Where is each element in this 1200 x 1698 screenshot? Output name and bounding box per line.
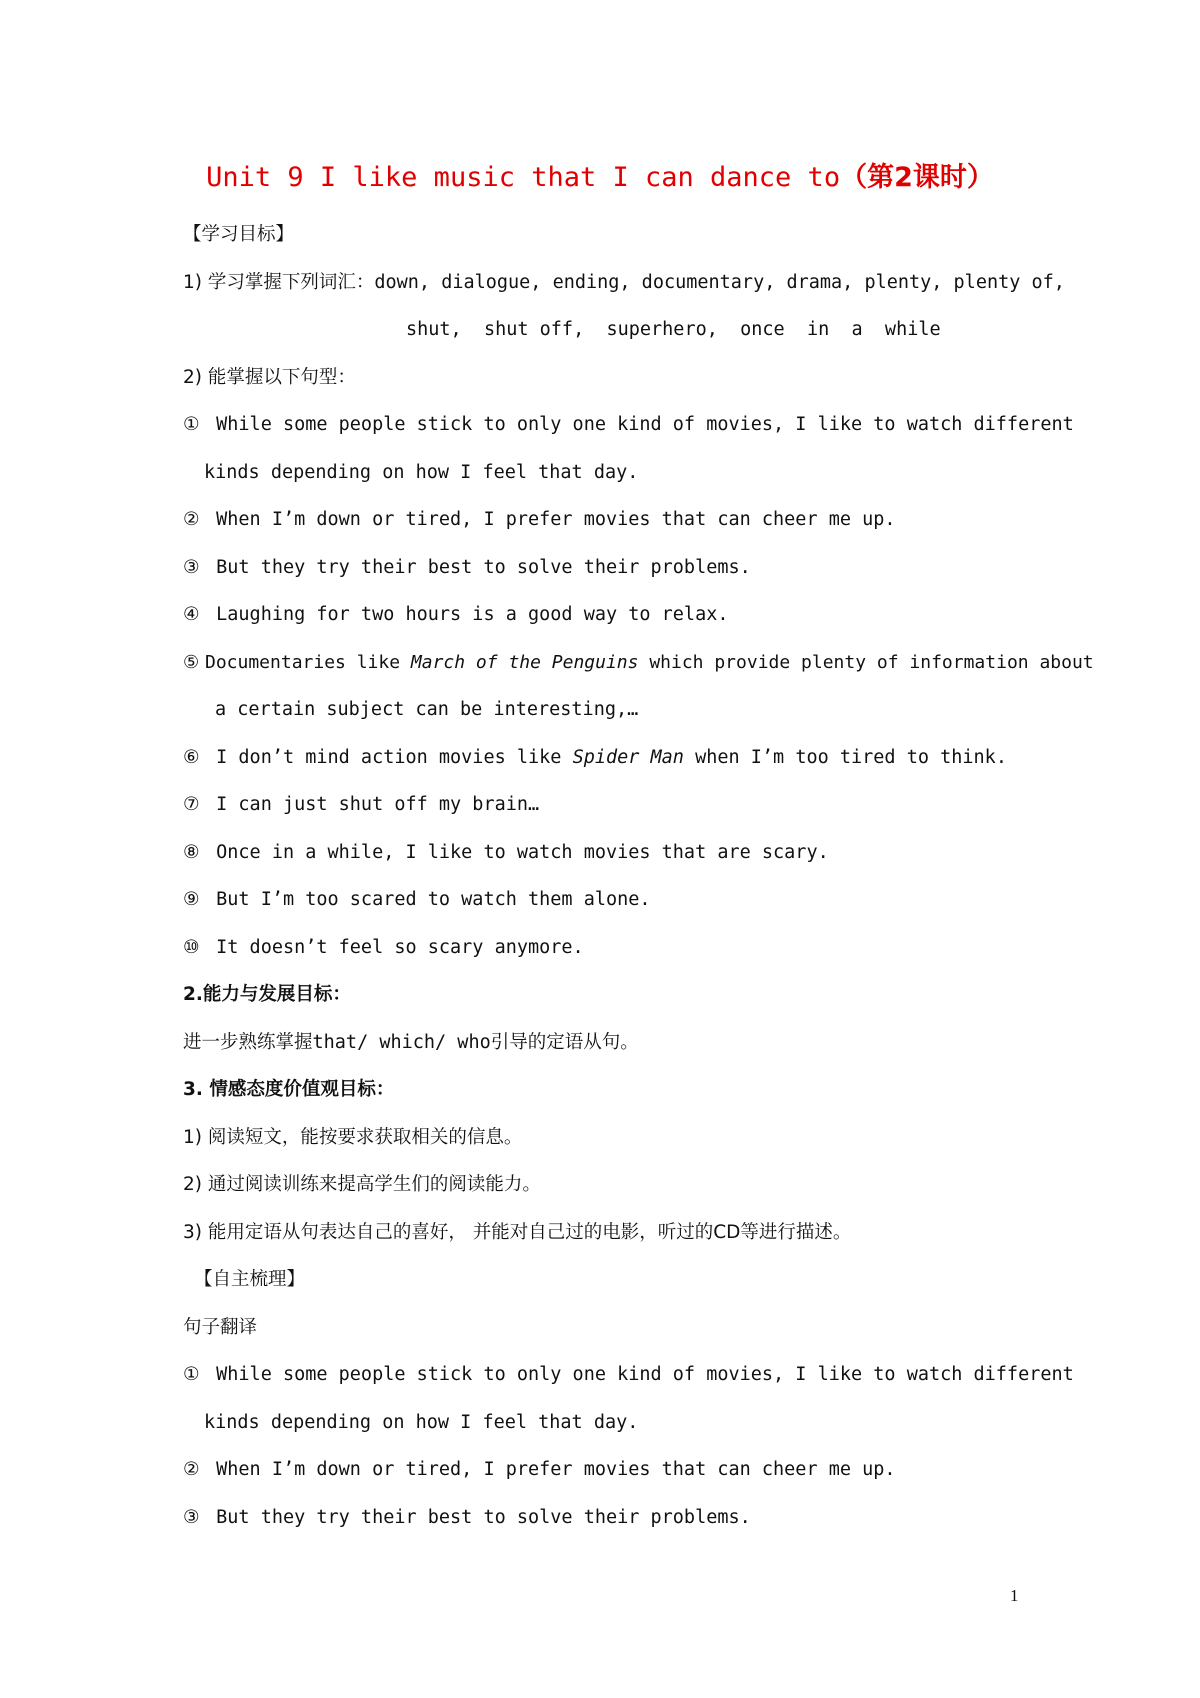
ability-text-a: 进一步熟练掌握: [183, 1032, 313, 1053]
emotion-item-2: 2) 通过阅读训练来提高学生们的阅读能力。: [183, 1174, 541, 1195]
sentence-number: ⑤: [183, 652, 200, 673]
sentence-text: It doesn’t feel so scary anymore.: [205, 937, 584, 958]
self-study-heading: 【自主梳理】: [194, 1269, 306, 1290]
page-number: 1: [1010, 1586, 1019, 1605]
patterns-label: 2) 能掌握以下句型：: [183, 367, 356, 388]
sentence-number: ①: [183, 414, 200, 435]
sentence-text-post: when I’m too tired to think.: [683, 747, 1007, 768]
translate-2: [183, 1457, 896, 1483]
goals-heading: 【学习目标】: [183, 224, 295, 245]
vocab-line-2: shut, shut off, superhero, once in a while: [406, 319, 941, 340]
page-title: [0, 160, 1200, 196]
emotion-heading: 3. 情感态度价值观目标：: [183, 1079, 395, 1100]
sentence-number: ⑧: [183, 842, 200, 863]
sentence-text: But they try their best to solve their problems.: [205, 1507, 751, 1528]
sentence-text: Laughing for two hours is a good way to relax.: [205, 604, 729, 625]
movie-title-penguins: March of the Penguins: [410, 652, 639, 673]
emotion-item-1: 1) 阅读短文，能按要求获取相关的信息。: [183, 1127, 523, 1148]
translate-label: 句子翻译: [183, 1317, 258, 1338]
sentence-number: ⑦: [183, 794, 200, 815]
sentence-9: [183, 887, 651, 913]
sentence-6: [183, 745, 1007, 771]
sentence-1a: [183, 412, 1074, 438]
translate-1b: kinds depending on how I feel that day.: [204, 1412, 639, 1433]
sentence-8: [183, 840, 829, 866]
sentence-2: [183, 507, 896, 533]
vocab-words-1: down, dialogue, ending, documentary, drama, plenty, plenty of,: [374, 272, 1065, 293]
sentence-number: ②: [183, 509, 200, 530]
sentence-number: ③: [183, 1507, 200, 1528]
ability-text-b: that/ which/ who: [312, 1032, 491, 1053]
sentence-text: While some people stick to only one kind of movies, I like to watch different: [205, 414, 1074, 435]
emotion-item-3: 3) 能用定语从句表达自己的喜好， 并能对自己过的电影，听过的CD等进行描述。: [183, 1222, 852, 1243]
sentence-1b: kinds depending on how I feel that day.: [204, 462, 639, 483]
sentence-number: ⑩: [183, 937, 200, 958]
sentence-number: ⑥: [183, 747, 200, 768]
vocab-line-1: [183, 270, 1065, 296]
sentence-10: [183, 935, 584, 961]
sentence-number: ⑨: [183, 889, 200, 910]
vocab-label: 1) 学习掌握下列词汇：: [183, 272, 375, 293]
ability-heading: 2.能力与发展目标：: [183, 984, 351, 1005]
title-lesson: （第2课时）: [840, 162, 994, 193]
sentence-text: Once in a while, I like to watch movies that are scary.: [205, 842, 829, 863]
sentence-number: ④: [183, 604, 200, 625]
sentence-text: But they try their best to solve their problems.: [205, 557, 751, 578]
sentence-text: While some people stick to only one kind of movies, I like to watch different: [205, 1364, 1074, 1385]
sentence-text: But I’m too scared to watch them alone.: [205, 889, 651, 910]
sentence-text-pre: I don’t mind action movies like: [205, 747, 573, 768]
movie-title-spider-man: Spider Man: [572, 747, 684, 768]
sentence-5b: a certain subject can be interesting,…: [215, 699, 639, 720]
sentence-text-post: which provide plenty of information about: [638, 652, 1094, 673]
sentence-4: [183, 602, 728, 628]
sentence-3: [183, 555, 751, 581]
translate-3: [183, 1505, 751, 1531]
sentence-5a: [183, 650, 1094, 676]
sentence-7: [183, 792, 539, 818]
sentence-text: When I’m down or tired, I prefer movies that can cheer me up.: [205, 1459, 896, 1480]
title-english: Unit 9 I like music that I can dance to: [206, 162, 841, 193]
translate-1a: [183, 1362, 1074, 1388]
ability-text-c: 引导的定语从句。: [490, 1032, 639, 1053]
sentence-number: ②: [183, 1459, 200, 1480]
sentence-text: I can just shut off my brain…: [205, 794, 540, 815]
ability-text: [183, 1030, 639, 1056]
sentence-text-pre: Documentaries like: [205, 652, 411, 673]
sentence-number: ③: [183, 557, 200, 578]
sentence-text: When I’m down or tired, I prefer movies that can cheer me up.: [205, 509, 896, 530]
sentence-number: ①: [183, 1364, 200, 1385]
